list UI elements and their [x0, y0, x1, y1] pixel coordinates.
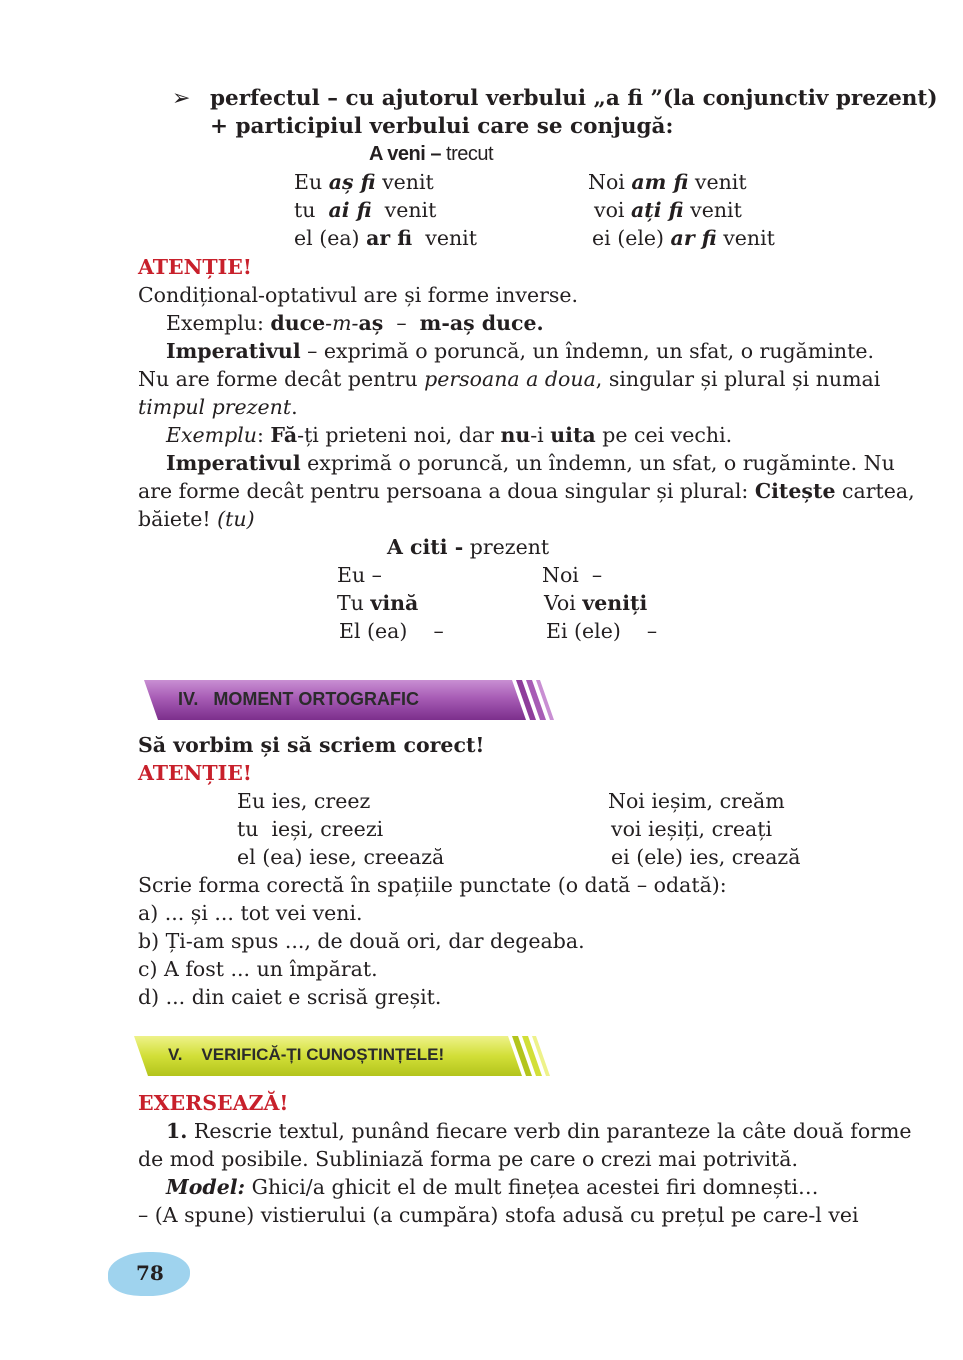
conj-row-1-left: Eu aș fi venit — [294, 170, 434, 194]
imperative1-line2: Nu are forme decât pentru persoana a doua, singular și plural și numai — [138, 367, 881, 391]
imp-row-3-right: Ei (ele) – — [546, 619, 658, 643]
perfect-bullet-line1: perfectul – cu ajutorul verbului „a fi ”(la conjunctiv prezent) — [210, 86, 938, 111]
perfect-verb-heading: A veni – trecut — [369, 143, 494, 165]
imp-row-3-left: El (ea) – — [339, 619, 444, 643]
conj-row-2-right: voi ați fi venit — [594, 198, 742, 222]
inverse-forms-text: Condițional-optativul are și forme inverse. — [138, 283, 579, 307]
ortho-item-a: a) ... și ... tot vei veni. — [138, 901, 363, 925]
conj-row-1-right: Noi am fi venit — [588, 170, 747, 194]
section-iv-heading: Să vorbim și să scriem corect! — [138, 733, 485, 757]
ortho-row-3-right: ei (ele) ies, crează — [611, 845, 801, 869]
ortho-item-d: d) ... din caiet e scrisă greșit. — [138, 985, 442, 1009]
section-v-banner — [134, 1036, 552, 1076]
ortho-row-1-right: Noi ieșim, creăm — [608, 789, 785, 813]
ortho-row-2-right: voi ieșiți, creați — [611, 817, 773, 841]
model-line2: – (A spune) vistierului (a cumpăra) stofa adusă cu prețul pe care-l vei — [138, 1203, 859, 1227]
imp-row-1-right: Noi – — [542, 563, 603, 587]
conj-row-2-left: tu ai fi venit — [294, 198, 437, 222]
section-iv-banner — [144, 680, 554, 720]
imp-row-2-left: Tu vină — [337, 591, 419, 615]
section-v-title: V. VERIFICĂ-ȚI CUNOȘTINȚELE! — [168, 1045, 445, 1064]
ortho-row-3-left: el (ea) iese, creează — [237, 845, 445, 869]
imperative2-line2: are forme decât pentru persoana a doua singular și plural: Citește cartea, — [138, 479, 915, 503]
ortho-item-b: b) Ți-am spus ..., de două ori, dar degeaba. — [138, 929, 585, 953]
exercise1-line1: 1. Rescrie textul, punând fiecare verb din paranteze la câte două forme — [166, 1119, 912, 1143]
imp-row-2-right: Voi veniți — [544, 591, 648, 615]
citi-verb-heading: A citi - prezent — [387, 535, 550, 559]
ortho-item-c: c) A fost ... un împărat. — [138, 957, 378, 981]
section-iv-title: IV. MOMENT ORTOGRAFIC — [178, 689, 420, 709]
exercise1-line2: de mod posibile. Subliniază forma pe care o crezi mai potrivită. — [138, 1147, 799, 1171]
imperative1-example: Exemplu: Fă-ți prieteni noi, dar nu-i uita pe cei vechi. — [166, 423, 733, 447]
attention-label-2: ATENȚIE! — [138, 761, 252, 785]
imperative1-line3: timpul prezent. — [138, 395, 298, 419]
imperative2-line1: Imperativul exprimă o poruncă, un îndemn, un sfat, o rugăminte. Nu — [166, 451, 895, 475]
ortho-row-2-left: tu ieși, creezi — [237, 817, 384, 841]
ortho-instruction: Scrie forma corectă în spațiile punctate (o dată – odată): — [138, 873, 727, 897]
model-line1: Model: Ghici/a ghicit el de mult finețea acestei firi domnești… — [166, 1175, 819, 1199]
arrow-bullet-icon: ➢ — [172, 86, 191, 111]
perfect-bullet-line2: + participiul verbului care se conjugă: — [210, 114, 674, 139]
conj-row-3-right: ei (ele) ar fi venit — [592, 226, 775, 250]
exercise-label: EXERSEAZĂ! — [138, 1091, 289, 1115]
page-number: 78 — [136, 1261, 164, 1285]
conj-row-3-left: el (ea) ar fi venit — [294, 226, 477, 250]
ortho-row-1-left: Eu ies, creez — [237, 789, 371, 813]
imperative2-line3: băiete! (tu) — [138, 507, 255, 531]
attention-label-1: ATENȚIE! — [138, 255, 252, 279]
inverse-forms-example: Exemplu: duce-m-aș – m-aș duce. — [166, 311, 544, 335]
page-number-badge — [108, 1252, 190, 1296]
imp-row-1-left: Eu – — [337, 563, 382, 587]
imperative1-line1: Imperativul – exprimă o poruncă, un îndemn, un sfat, o rugăminte. — [166, 339, 874, 363]
